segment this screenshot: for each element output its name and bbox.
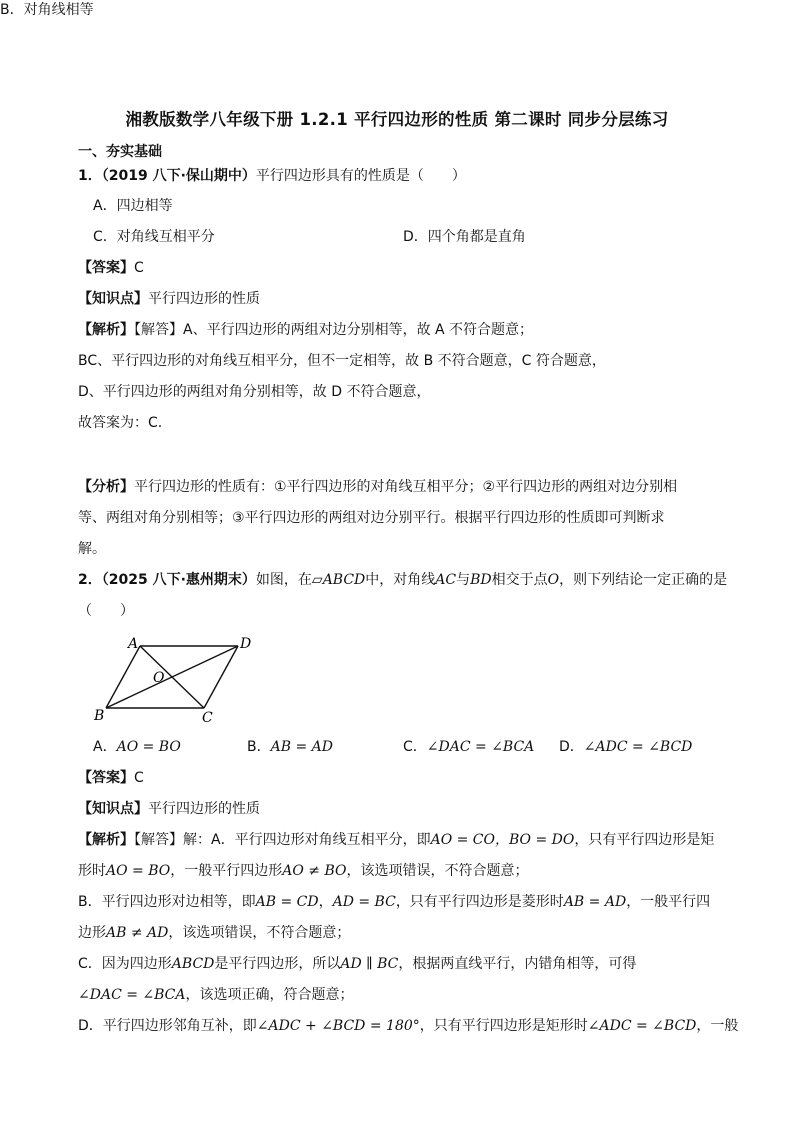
math-expression: ∠ADC = ∠BCD [587, 1018, 697, 1034]
q2-answer [78, 768, 144, 788]
q1-option-b: B．对角线相等 [0, 2, 94, 18]
analysis-text: 是平行四边形，所以 [214, 956, 341, 972]
analysis-text: ，根据两直线平行，内错角相等，可得 [398, 956, 637, 972]
analysis-text: B．平行四边形对边相等，即 [78, 894, 256, 910]
question-text: 相交于点 [491, 572, 548, 588]
question-number: 1． [78, 168, 102, 184]
question-number: 2． [78, 572, 102, 588]
q1-analysis-line: D、平行四边形的两组对角分别相等，故 D 不符合题意， [78, 384, 431, 400]
answer-label: 【答案】 [78, 260, 134, 276]
q2-analysis-line [78, 861, 529, 881]
q2-option-b [247, 737, 333, 757]
analysis-text: ，一般 [696, 1018, 739, 1034]
question-2-stem [78, 570, 727, 590]
analysis-text: C．因为四边形 [78, 956, 172, 972]
option-letter: A． [93, 739, 117, 755]
option-expression: AO = BO [116, 739, 181, 755]
analysis-text: 边形 [78, 925, 106, 941]
option-expression: ∠ADC = ∠BCD [583, 739, 693, 755]
q2-option-a [93, 737, 181, 757]
analysis-text: 形时 [78, 863, 106, 879]
math-expression: AB ≠ AD [106, 925, 169, 941]
q2-analysis-line [78, 1016, 738, 1036]
q1-knowledge-point [78, 289, 260, 309]
analysis-label: 【解析】 [78, 832, 134, 848]
q1-option-a: A．四边相等 [93, 198, 173, 214]
answer-value: C [134, 770, 144, 786]
option-letter: C． [403, 739, 427, 755]
option-expression: AB = AD [270, 739, 333, 755]
question-text: 中，对角线 [365, 572, 436, 588]
analysis-text: ，只有平行四边形是矩形时 [419, 1018, 588, 1034]
option-expression: ∠DAC = ∠BCA [426, 739, 535, 755]
q1-option-d: D．四个角都是直角 [403, 229, 526, 245]
math-expression: AO = CO，BO = DO [430, 832, 575, 848]
math-expression: ∠DAC = ∠BCA [78, 987, 186, 1003]
math-expression: AD ∥ BC [340, 956, 399, 972]
math-expression: AB = AD [563, 894, 627, 910]
question-text: 平行四边形具有的性质是（ ） [255, 168, 466, 184]
math-expression: AC [435, 572, 457, 588]
math-expression: BD [470, 572, 492, 588]
q2-option-d [559, 737, 692, 757]
math-expression: ▱ABCD [311, 572, 366, 588]
analysis-text: D．平行四边形邻角互补，即 [78, 1018, 257, 1034]
q1-fenxi-line: 解。 [78, 541, 106, 557]
q2-analysis-line [78, 923, 350, 943]
question-source: （2025 八下·惠州期末） [101, 572, 256, 588]
analysis-text: ，只有平行四边形是矩 [574, 832, 715, 848]
analysis-text: 【解答】解：A．平行四边形对角线互相平分，即 [134, 832, 431, 848]
q2-analysis-line [78, 954, 636, 974]
vertex-label-a: A [128, 636, 139, 652]
q1-fenxi-line [78, 477, 677, 497]
vertex-label-c: C [202, 710, 213, 726]
analysis-text: ，一般平行四边形 [170, 863, 283, 879]
knowledge-value: 平行四边形的性质 [148, 291, 260, 307]
math-expression: ABCD [171, 956, 215, 972]
fenxi-text: 平行四边形的性质有：①平行四边形的对角线互相平分；②平行四边形的两组对边分别相 [134, 479, 678, 495]
answer-label: 【答案】 [78, 770, 134, 786]
analysis-text: ，该选项错误，不符合题意； [168, 925, 351, 941]
vertex-label-d: D [240, 636, 252, 652]
question-text: 与 [456, 572, 471, 588]
q1-analysis-line [78, 320, 533, 340]
math-expression: O [547, 572, 560, 588]
q2-analysis-line [78, 830, 714, 850]
question-text: 如图，在 [255, 572, 312, 588]
knowledge-value: 平行四边形的性质 [148, 801, 260, 817]
q2-knowledge-point [78, 799, 260, 819]
q1-answer [78, 258, 144, 278]
analysis-text: 【解答】A、平行四边形的两组对边分别相等，故 A 不符合题意； [134, 322, 534, 338]
q2-analysis-line [78, 985, 354, 1005]
q2-option-c [403, 737, 534, 757]
q2-analysis-line [78, 892, 710, 912]
analysis-text: ， [318, 894, 333, 910]
analysis-text: ，该选项错误，不符合题意； [346, 863, 529, 879]
point-label-o: O [153, 670, 165, 686]
side-dc [204, 646, 238, 708]
math-expression: AO ≠ BO [282, 863, 347, 879]
q1-option-c: C．对角线互相平分 [93, 229, 215, 245]
knowledge-label: 【知识点】 [78, 291, 148, 307]
math-expression: ∠ADC + ∠BCD = 180° [256, 1018, 420, 1034]
q1-analysis-line: BC、平行四边形的对角线互相平分，但不一定相等，故 B 不符合题意，C 符合题意， [78, 353, 606, 369]
section-heading: 一、夯实基础 [78, 144, 162, 160]
fenxi-label: 【分析】 [78, 479, 134, 495]
knowledge-label: 【知识点】 [78, 801, 148, 817]
q1-fenxi-line: 等、两组对角分别相等；③平行四边形的两组对边分别平行。根据平行四边形的性质即可判断求 [78, 510, 665, 526]
q1-analysis-line: 故答案为：C. [78, 415, 163, 431]
analysis-label: 【解析】 [78, 322, 134, 338]
question-2-blank: （ ） [78, 603, 134, 619]
parallelogram-figure [88, 630, 268, 730]
document-title: 湘教版数学八年级下册 1.2.1 平行四边形的性质 第二课时 同步分层练习 [125, 110, 669, 129]
side-ba [106, 646, 140, 708]
option-letter: D． [559, 739, 584, 755]
analysis-text: ，只有平行四边形是菱形时 [395, 894, 564, 910]
math-expression: AO = BO [106, 863, 171, 879]
diagonal-bd [106, 646, 238, 708]
answer-value: C [134, 260, 144, 276]
math-expression: AB = CD [255, 894, 319, 910]
option-letter: B． [247, 739, 271, 755]
question-source: （2019 八下·保山期中） [101, 168, 256, 184]
analysis-text: ，该选项正确，符合题意； [185, 987, 354, 1003]
question-text: ，则下列结论一定正确的是 [559, 572, 728, 588]
vertex-label-b: B [94, 708, 105, 724]
analysis-text: ，一般平行四 [626, 894, 711, 910]
math-expression: AD = BC [332, 894, 396, 910]
question-1-stem [78, 166, 466, 186]
